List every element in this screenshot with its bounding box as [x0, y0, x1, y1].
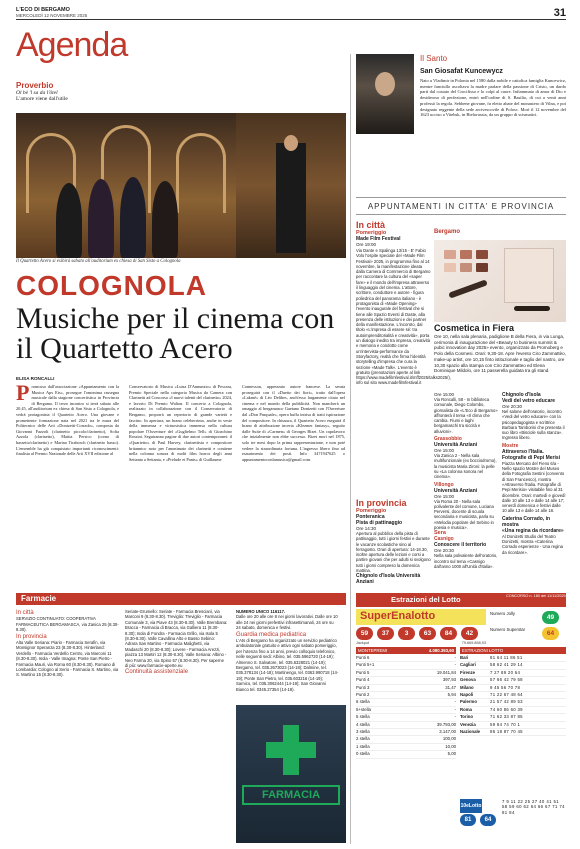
event-time: Ore 14:30	[356, 526, 377, 531]
prize-amount: -	[454, 699, 456, 705]
lotto-wheel-numbers: 9 45 56 70 78	[490, 684, 521, 690]
cosmetics-title: Cosmetica in Fiera	[434, 323, 515, 333]
prize-category: 2 stella	[356, 736, 370, 742]
lotto-wheel-city: Cagliari	[460, 662, 476, 668]
lotto-wheel-numbers: 81 64 11 86 51	[490, 655, 523, 660]
lotto-draws-header: ESTRAZIONI LOTTO	[460, 647, 566, 654]
lotto-wheel-numbers: 21 57 42 89 53	[490, 699, 523, 705]
event-text: Via Roncalli, 58 - In biblioteca comunale, Diego Colombo, giornalista de «L'Eco di Bergamo» affronterà il tema «Il clima che cambia. Fiumi e laghi bergamaschi tra siccità e alluvioni».	[434, 397, 498, 434]
pharmacies-city-head: In città	[16, 610, 34, 616]
lotto-wheel-numbers: 86 18 87 70 45	[490, 729, 523, 735]
prize-row	[356, 751, 456, 758]
prize-category: Punti 2	[356, 692, 370, 698]
article-headline: Musiche per il cinema con il Quartetto Acero	[16, 302, 335, 365]
pharmacies-city-text: SERVIZIO CONTINUATO: COOPERATIVA FARMACEUTICA BERGAMASCA, via Zanica 25 (8.30-8.30).	[16, 616, 119, 633]
superstar-ball: 64	[542, 627, 559, 640]
prize-amount: -	[454, 662, 456, 668]
lotto-wheel-row	[460, 699, 566, 706]
prize-amount: 5,00	[447, 751, 456, 757]
pharmacy-sign-photo	[236, 705, 346, 843]
pharmacies-province-text: Alta Valle Seriana: Piario - Farmacia Serafin, via Monsignor Speranza 23 (8.30-8.30). Hinterland: Verdello - Farmacia Verdello Centro, via Marconi 11 (8.30-8.30). Isola - Valle Imagna: Ponte San Pietro - Farmacia Mauri, via Roma 60 (8.30-8.30). Romano di Lombardia: Cologno al Serio - Farmacia S. Martino, via S. Martino 15 (8.30-8.30).	[16, 640, 119, 678]
masthead-rule	[16, 19, 566, 20]
prize-amount: -	[454, 655, 456, 660]
lotto-wheel-row	[460, 677, 566, 684]
cosmetics-photo	[434, 240, 566, 322]
prize-category: Punti 5+1	[356, 662, 375, 668]
10elotto-logo: 10eLotto	[460, 799, 482, 813]
events-title: APPUNTAMENTI IN CITTA' E PROVINCIA	[367, 202, 555, 211]
section-title: Agenda	[16, 26, 128, 64]
saint-box	[356, 54, 566, 194]
lottery-box	[356, 593, 566, 843]
event-place: Ponteranica	[356, 514, 385, 520]
event-place: Caterina Corrado, in mostra	[502, 515, 551, 528]
article-byline: ELISA RONCALLI	[16, 376, 55, 381]
event-time: Ore 15:00	[434, 392, 455, 397]
issue-date: MERCOLEDÌ 12 NOVEMBRE 2025	[16, 13, 88, 18]
event-place: Casnigo	[434, 536, 454, 543]
proverb-translation: L'amore viene dall'utile	[16, 96, 68, 102]
events-province-head: In provincia	[356, 498, 407, 508]
prize-category: 3 stella	[356, 729, 370, 735]
prize-row	[356, 655, 456, 662]
pharmacies-band	[16, 593, 346, 605]
events-column-2	[434, 392, 498, 577]
prize-row	[356, 722, 456, 729]
event-time: Ore 15:00	[434, 493, 455, 499]
lotto-wheel-row	[460, 707, 566, 714]
jolly-label: Numero Jolly	[490, 611, 516, 616]
event-text: Via Zanica 2 - Nella sala multifunzionale (ex bocciodromo), la musicista Maria Zironi: la pelle su «La colonna sonora nel cinema».	[434, 453, 497, 480]
prize-row	[356, 729, 456, 736]
article-column-2	[129, 384, 232, 589]
10elotto-ball: 81	[460, 814, 476, 826]
superenalotto-logo: SuperEnalotto	[356, 609, 486, 625]
event-title: Conoscere il territorio	[434, 542, 487, 549]
events-province	[356, 498, 431, 588]
10elotto-box	[460, 799, 566, 831]
prize-row	[356, 685, 456, 692]
event-title: «Una regina da ricordare»	[502, 527, 564, 534]
bergamo-label: Bergamo	[434, 229, 461, 235]
event-place: Chignolo d'Isola	[502, 392, 541, 398]
article-text-1: romosso dall'associazione «Appuntamento con la Musica Aps Ets», prosegue l'omonima rassegna musicale dalla stagione concertistica in Provincia di Bergamo. Il terzo incontro si terrà sabato alle 20.45, all'auditorium ex chiesa di San Sisto a Colognola, e vedrà protagonista il Quartetto Acero. Una giovane e promettente formazione nata nel 2021 tra le mura del Politecnico delle Arti «Donizetti-Corrado», composta da Giovanni Fazzoli (clarinetto piccolo/clarinetto), Sofia Azzola (clarinetto), Mattia Persico (corno di bassetto/clarinetto) e Marina Tirabosch (clarinetto basso). L'ensemble ha già conquistato importanti riconoscimenti: finalista al Premio Nazionale delle Arti XVII edizione al	[16, 384, 119, 457]
pharmacy-sign: FARMACIA	[242, 785, 340, 805]
event-title: Università Anziani	[434, 442, 478, 449]
prize-amount: 5,94	[447, 692, 456, 698]
drop-cap: P	[16, 380, 30, 405]
lotto-wheel-row	[460, 722, 566, 729]
events-column-3	[502, 392, 566, 577]
prize-category: Punti 5	[356, 669, 370, 675]
pharmacies-title: Farmacie	[21, 594, 57, 603]
lottery-title: Estrazioni del Lotto	[391, 595, 461, 604]
event-title: Made Film Festival	[356, 236, 401, 242]
continuity-care-text: Dalle ore 20 alle ore 8 nei giorni lavorativi. Dalle ore 10 alle 24 nei giorni prefestivi infrasettimanali, 24 ore su 24 sabato, domenica e festivi.	[236, 614, 338, 631]
event-place: Grassobbio	[434, 436, 462, 443]
jolly-superstar	[490, 609, 566, 641]
article-column-3	[242, 384, 345, 589]
lottery-header	[356, 593, 566, 607]
event-title: Vedi del vetro educare	[502, 398, 556, 404]
lotto-wheel-numbers: 7 27 89 20 64	[490, 669, 521, 675]
saint-label: Il Santo	[420, 54, 448, 63]
prize-amount: 39.793,00	[436, 721, 456, 727]
10elotto-numbers: 7 9 11 22 25 27 40 41 51 58 59 60 62 64 66 67 71 74 81 84	[502, 799, 565, 815]
saint-name: San Giosafat Kuncewycz	[420, 68, 503, 75]
quartet-photo	[16, 113, 236, 258]
lotto-wheel-row	[460, 655, 566, 662]
prize-category: 1 stella	[356, 743, 370, 749]
prize-category: 5 stella	[356, 714, 370, 720]
prize-row	[356, 714, 456, 721]
pharmacies-column-1	[16, 609, 119, 841]
quartet-photo-detail	[236, 113, 346, 258]
newspaper-name: L'ECO DI BERGAMO	[16, 7, 70, 13]
lotto-wheel-numbers: 71 22 67 48 64	[490, 692, 523, 698]
event-text: Apertura al pubblico della pista di pattinaggio, tutti i giorni festivi e durante le vacanze scolastiche sino al ferragosto. Orari di apertura: 14-18.30, inoltre apertura delle lezioni e corsi a partire giovani che per adulti si svolgono tutti i giorni compreso la domenica mattina.	[356, 531, 431, 574]
event-text: Nel salone dell'oratorio, incontro «Vedi del vetro educare» con la psicopedagogista e scrittrice Barbara Tamborini che presenta il suo libro «Bisciole sulla stanza». Ingresso libero.	[502, 409, 565, 441]
prize-row	[356, 662, 456, 669]
article-text-2: Conservatorio di Musica «Luisa D'Annunzio» di Pescara, Premio Speciale nella categoria Musica da Camera con Clarinetti ad Concorso «I nuovi talenti del clarinetto» 2024, e lavorio Di Premio Walton. Il concerto a Colognola, realizzato in collaborazione con il Conservatorio di Bergamo, proporrà un repertorio di grande varietà e fascino. In apertura, un brano celeberrimo, anche in veste della immensa e virtuosistica immensa nella cultura popolare l'Ouverture del «Guglielmo Tell» di Gioachino Rossini. Seguiranno pagine di due autori contemporanei: il «Quartetto» di Paul Harvey, clarinettista e compositore britannico noto per l'anonimato dei clarinetti e contiene nella colonna sonora di molti film horror degli anni Settanta a Settanta, e «Prelude et Panis» di Guillaume	[129, 384, 232, 462]
prize-row	[356, 707, 456, 714]
proverb-dialect: Ol bè 'l sa da l'ôtel	[16, 90, 58, 96]
lotto-wheel-city: Bari	[460, 655, 469, 660]
jolly-ball: 49	[542, 611, 559, 624]
lotto-wheel-numbers: 71 62 33 87 85	[490, 714, 523, 720]
column-divider	[350, 54, 351, 844]
lotto-wheel-city: Nazionale	[460, 729, 481, 735]
se-ball: 3	[398, 627, 415, 640]
event-text: Nella sala polivalente dell'oratorio, incontro sul tema «Casnigo dall'anno 1000 all'Unità d'Italia».	[434, 553, 498, 569]
lotto-wheel-city: Torino	[460, 714, 474, 720]
prize-category: Punti 6	[356, 655, 370, 660]
lotto-wheel-city: Firenze	[460, 669, 476, 675]
saint-portrait	[356, 54, 414, 134]
prize-amount: 100,00	[442, 736, 456, 742]
event-place: Villongo	[434, 481, 454, 488]
lotto-wheel-row	[460, 662, 566, 669]
events-city-head: In città	[356, 220, 386, 230]
lotto-wheel-city: Venezia	[460, 721, 476, 727]
prize-row	[356, 692, 456, 699]
10elotto-ball: 64	[480, 814, 496, 826]
prize-category: 5+stella	[356, 706, 371, 712]
lotto-wheel-city: Milano	[460, 684, 474, 690]
pharmacies-list: Seriate-Grumello: Seriate - Farmacia Brescianì, via Marconi 9 (8.30-8.30). Treviglio: Treviglio - Farmacia Comunale 3, via Piave 43 (8.30-8.30). Valle Brembana: Bracca - Farmacia di Bracca, via Galliera 11 (8.30-8.30); Isola di Fondra - Farmacia Grillo, via Isola 5 (8.30-8.30). Valle Cavallina Alto e Basso Sebino: Adrara San Martino - Farmacia Malighetti, via Madaschi 20 (8.30-8.30); Lovere - Farmacia Arezzi, piazza 13 Martiri 12 (8.30-8.30). Valle Seriana: Albino - Neo Farma 20, via Spino 57 (8.30-8.30). Per saperne di più: www.farmacie-aperte.eu	[125, 609, 228, 669]
prize-amount: -	[454, 714, 456, 720]
jackpot-label: Jackpot	[356, 641, 370, 645]
prize-category: Punti 3	[356, 684, 370, 690]
lotto-wheel-row	[460, 714, 566, 721]
article-kicker: COLOGNOLA	[16, 270, 207, 301]
pharmacies-column-3	[236, 609, 339, 704]
events-evening-sub: Sera	[434, 530, 446, 537]
event-place: Mostre	[502, 442, 519, 449]
event-text: Piazza Mercato del Fieno 6/a - Nello spazio Mostre del Museo della Fotografia Sestini (convento di San Francesco), mostra «Attraverso l'Italia. Fotografie di Pepi Merisio» visitabile fino al 31 dicembre. Orari: martedì e giovedì dalle 10 alle 13 e dalle 14 alle 17; venerdì domenica e festivi dalle 10 alle 13 e dalle 14 alle 18.	[502, 460, 566, 514]
lotto-wheel-numbers: 59 84 74 70 1	[490, 721, 521, 727]
events-band	[356, 197, 566, 215]
event-time: Ore 19:00	[356, 242, 377, 247]
lotto-wheel-row	[460, 729, 566, 736]
masthead	[16, 7, 566, 19]
prize-row	[356, 699, 456, 706]
pediatric-guard-text: L'Ats di Bergamo ha organizzato un servizio pediatrico ambulatoriale gratuito e attivo ogni sabato pomeriggio, per l'utenza fino a 14 anni, previo colloquio telefonico, nelle seguenti sedi: Albino, tel. 035.5962720 (14-19); Almenno S. Salvatore, tel. 035.6328021 (14-19); Bergamo, tel. 035.2673023 (14-18); Dalmine, tel. 035.378134 (14-18); Martinengo, tel. 0363.990718 (14-19); Ponte San Pietro, tel. 035.603216 (14-19); Sarnico, tel. 035.3062444 (14-19); San Giovanni Bianco tel. 0345.27354 (14-19).	[236, 638, 339, 692]
prize-row	[356, 736, 456, 743]
single-number: NUMERO UNICO 116117.	[236, 609, 286, 614]
prize-amount: 10,00	[445, 743, 456, 749]
proverb-box	[16, 81, 126, 102]
lotto-wheel-row	[460, 692, 566, 699]
prize-row	[356, 677, 456, 684]
prize-category: Punti 4	[356, 677, 370, 683]
lottery-draw-number: CONCORSO n. 180 del 11/11/2025	[506, 594, 566, 598]
jackpot-header	[356, 647, 456, 654]
lotto-draws-table	[460, 655, 566, 736]
event-organizer: Chignolo d'Isola Università Anziani	[356, 573, 421, 586]
article-column-1	[16, 380, 119, 589]
se-ball: 59	[356, 627, 373, 640]
event-text: Via Roma 20 - Nella sala polivalente del comune, Luciana Perversi, docente di scuola secondaria e musicista, parla su «Melodia popolare del Sebino in poesia e musica».	[434, 498, 494, 531]
lotto-wheel-city: Genova	[460, 677, 476, 683]
prize-amount: 397,93	[442, 677, 456, 683]
photo-caption: Il Quartetto Acero si esibirà sabato all'auditorium ex chiesa di San Sisto a Colognola	[16, 259, 181, 264]
cosmetics-text: Ore 10, nella sala plenaria, padiglione B della Fiera, in via Lunga, cerimonia di inaugurazione del «Beauty to business summit & pubic innovation day 2025» evento, organizzato da Promoberg e Polo della Cosmesi. Orari: 9,30-18. Apre l'evento Ciro Zammattèo, make-up artist, ore 10,15 finto istituzionale e taglio del nastro, ore 10,30 spazio alla stampa con Ciro Zammatteo ed Elena Dominique Mildolo, ore 11 passerella guidata tra gli stand.	[434, 334, 566, 374]
prize-category: 0 stella	[356, 751, 370, 757]
event-title: Università Anziani	[434, 487, 478, 494]
prize-amount: 19.041,84	[436, 669, 456, 675]
lotto-wheel-row	[460, 685, 566, 692]
prize-amount: 3.147,00	[439, 729, 456, 735]
se-ball: 37	[377, 627, 394, 640]
saint-text: Nato a Vladimir in Polonia nel 1580 dalla nobile e cattolica famiglia Kuncewicz, mentre fanciullo ascoltava la madre parlare della passione di Cristo, un dardo partì dal costato del Crocifisso e lo colpì al cuore. Infiammato di amor di Dio e desideroso di perfezione, entrò nell'ordine di S. Basilio, di cui a venti anni professò la regola. Sebbene giovane, fu eletto abate del monastero di Vilna, e poi designato reggente della sede arcivescovile di Polosc. Morì il 12 novembre del 1623 ucciso a Vitebsk, in Bielorussia, da un gruppo di scismatici.	[420, 78, 566, 118]
pharmacies-province-head: In provincia	[16, 633, 47, 640]
page-number: 31	[553, 7, 566, 19]
pediatric-guard-head: Guardia medica pediatrica	[236, 631, 307, 638]
se-ball: 63	[419, 627, 436, 640]
event-time: Ore 15:00	[434, 448, 455, 454]
lotto-wheel-row	[460, 670, 566, 677]
prize-row	[356, 670, 456, 677]
prize-amount: 31,47	[445, 684, 456, 690]
event-title: Attraverso l'Italia. Fotografie di Pepi Merisi	[502, 448, 561, 461]
prize-row	[356, 744, 456, 751]
montepremi-label: MONTEPREMI	[358, 648, 388, 653]
lotto-wheel-numbers: 57 66 42 79 58	[490, 677, 523, 683]
continuity-care-head: Continuità assistenziale	[125, 669, 189, 676]
event-text: Al Donizetti Studio del Teatro Donizetti, mostra «Caterina Corrado esperienze - Una regina da ricordare».	[502, 533, 563, 555]
jackpot-value: 79.669.858,93	[461, 641, 486, 645]
se-ball: 42	[461, 627, 478, 640]
event-text: Via Dante e Spalinga 13/15 - E' Fabio Volo l'ospite speciale del «Made Film Festival» 2025, in programma fino al 14 novembre, la manifestazione ideata dalla Camera di Commercio di Bergamo per raccontare la cultura del «saper fare» e il mondo dell'impresa attraverso il linguaggio del cinema. L'attore, scrittore, conduttore e autore - figura poliedrica del panorama italiano - è protagonista di «Made Opening» l'evento inaugurale del festival che si tiene alle Spazio Eventi di Daste, alla presenza delle istituzioni e dei partner della manifestazione. L'incontro, dal titolo «L'impresa di essere sé: tra autoimprenditorialità e creatività», porta un dialogo inedito tra impresa, creatività e memoria e condotto come un'intervista-performance da Storyfactory, realtà che firma l'identità storytelling d'impresa che cura la sezione «Made Talk». L'evento è gratuito (prenotazioni aperte al link https://www.madefilmfestival.it/mff2025/talks2025/), info sul sito www.madefilmfestival.it	[356, 248, 451, 386]
pharmacy-cross-icon	[266, 725, 316, 775]
lotto-wheel-city: Napoli	[460, 692, 474, 698]
jackpot-row	[356, 641, 486, 645]
prize-amount: -	[454, 706, 456, 712]
lotto-wheel-numbers: 74 60 86 60 39	[490, 706, 523, 712]
se-ball: 84	[440, 627, 457, 640]
prize-category: 6 stella	[356, 699, 370, 705]
lotto-wheel-numbers: 58 62 41 29 14	[490, 662, 523, 668]
montepremi-value: 4.080.393,60	[428, 648, 454, 653]
prize-table	[356, 655, 456, 759]
proverb-title: Proverbio	[16, 81, 54, 90]
prize-category: 4 stella	[356, 721, 370, 727]
lotto-wheel-city: Palermo	[460, 699, 477, 705]
article-text-3: Connesson, apprezzato autore francese. La serata proseguirà con il «Duetto dei fiori», tratto dall'opera «Lakmé» di Léo Delibes, anch'esso largamente citato nel cinema e nel mondo della pubblicità. Non mancherà un omaggio al bergamasco Gaetano Donizetti con l'Ouverture dal «Don Pasquale», opera buffa intrisa di tratti ispirazione del compositore. In chiusura, il Quartetto Acero eseguirà il brano di attribuzione incerta «Klezmer fantasy», seguito dalle Suite di «Carmen» di Georges Bizet. Un capolavoro che inizialmente non ebbe successo. Bizet morì nel 1875, solo tre mesi dopo la prima rappresentazione, e non poté vedere la straordinaria fortuna. L'ingresso libero fino ad esaurimento dei posti. Info 3471947625 o appuntamentoconlamusica@gmail.com.	[242, 384, 345, 462]
events-province-sub: Pomeriggio	[356, 508, 387, 514]
superstar-label: Numero Superstar	[490, 627, 526, 632]
lotto-wheel-city: Roma	[460, 706, 472, 712]
event-time: Ore 20:30	[434, 548, 455, 554]
events-city-sub: Pomeriggio	[356, 230, 387, 236]
pharmacies-column-2	[125, 609, 228, 841]
event-title: Pista di pattinaggio	[356, 520, 403, 526]
event-time: Ore 20:30	[502, 404, 523, 409]
